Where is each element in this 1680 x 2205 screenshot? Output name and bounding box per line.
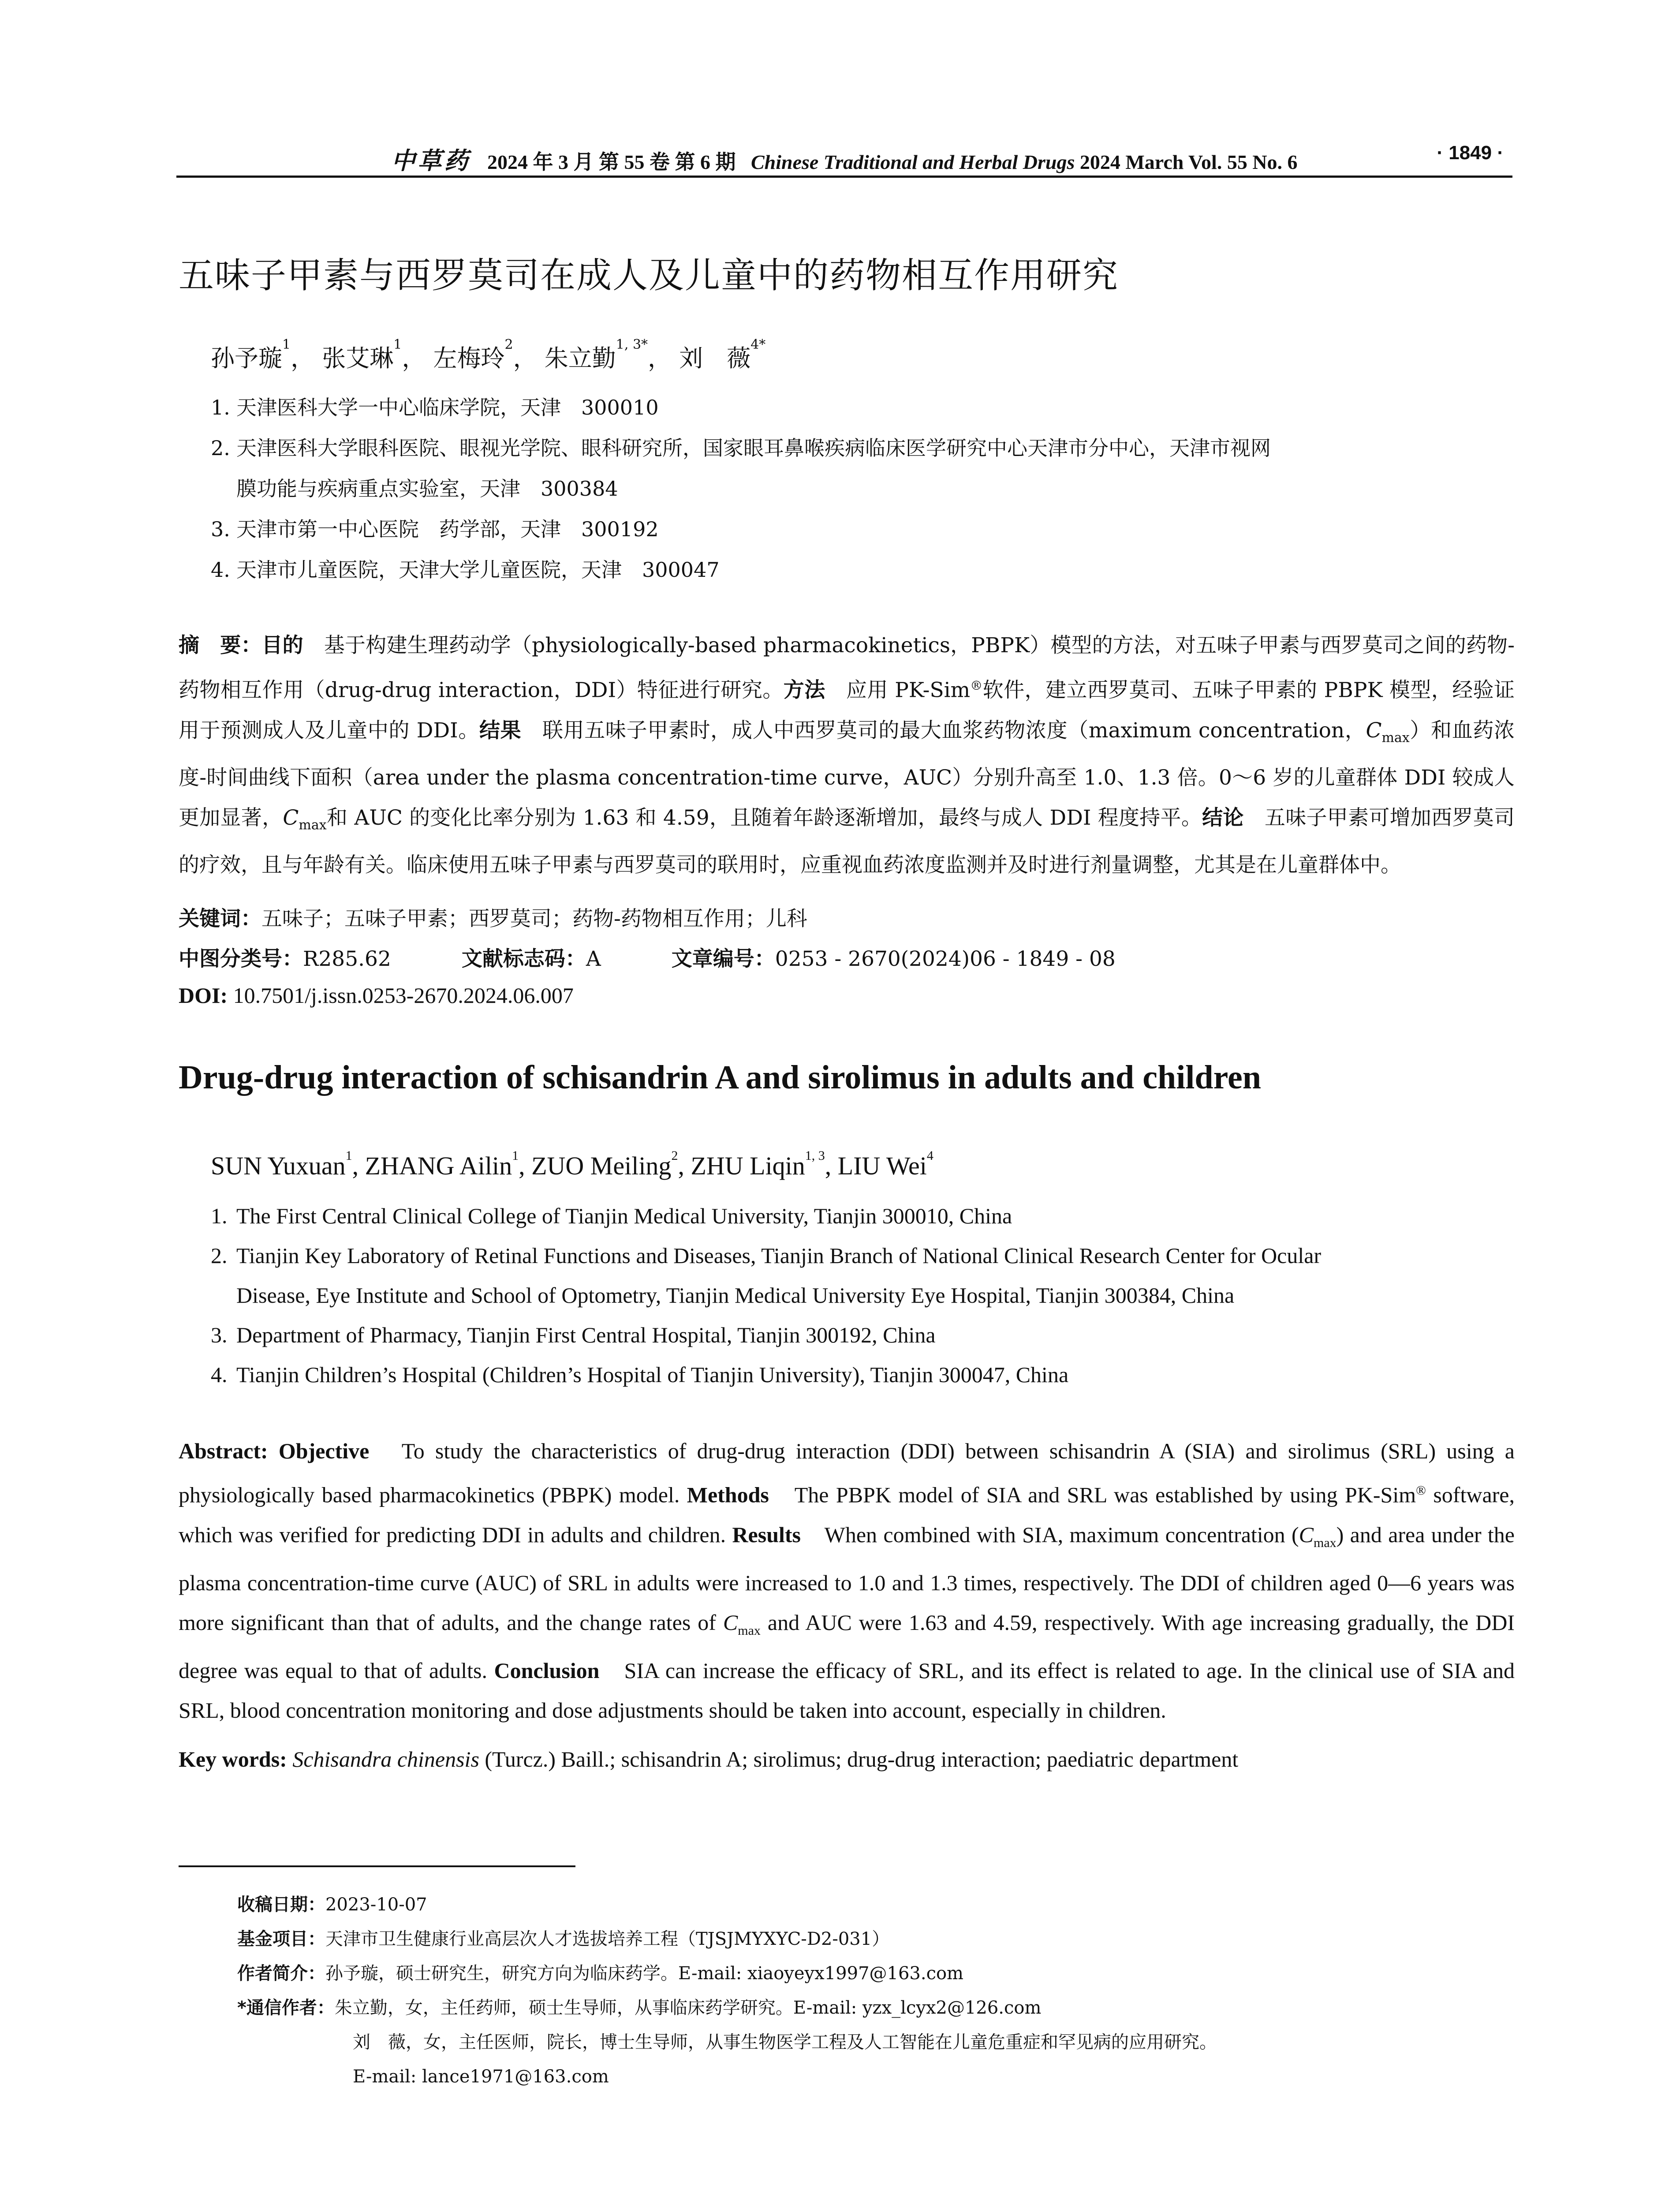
footnote-corresponding: *通信作者：朱立勤，女，主任药师，硕士生导师，从事临床药学研究。E-mail: yzx_lcyx2@126.com: [237, 1998, 1042, 2018]
classification-line: 中图分类号：R285.62 文献标志码：A 文章编号：0253 - 2670(2024)06 - 1849 - 08: [179, 947, 1116, 971]
journal-en-info: 2024 March Vol. 55 No. 6: [1079, 151, 1298, 173]
footnote-fund: 基金项目：天津市卫生健康行业高层次人才选拔培养工程（TJSJMYXYC-D2-031）: [237, 1929, 890, 1949]
cn-keywords: 关键词：五味子；五味子甲素；西罗莫司；药物-药物相互作用；儿科: [179, 907, 807, 931]
author: ZHU Liqin$^{1, 3}$,: [691, 1148, 838, 1180]
doi-value: 10.7501/j.issn.0253-2670.2024.06.007: [233, 983, 574, 1008]
affiliation-item: 2. 天津医科大学眼科医院、眼视光学院、眼科研究所，国家眼耳鼻喉疾病临床医学研究中心天津市分中心，天津市视网 膜功能与疾病重点实验室，天津 300384: [211, 436, 1271, 501]
author: 孙予璇$^1$，: [211, 337, 315, 372]
cn-author-list: [211, 337, 766, 374]
affiliation-item: 1. 天津医科大学一中心临床学院，天津 300010: [211, 396, 659, 419]
page-number: · 1849 ·: [1437, 142, 1504, 164]
author: 左梅玲$^2$，: [433, 337, 537, 372]
footnote-bio: 作者简介：孙予璇，硕士研究生，研究方向为临床药学。E-mail: xiaoyeyx1997@163.com: [237, 1963, 963, 1984]
footnote-divider: [179, 1865, 575, 1867]
journal-info: [176, 142, 1512, 176]
affiliation-item: 4. 天津市儿童医院，天津大学儿童医院，天津 300047: [211, 558, 720, 582]
en-title: Drug-drug interaction of schisandrin A and sirolimus in adults and children: [179, 1059, 1262, 1096]
author: 刘 薇$^{4*}$: [679, 337, 766, 372]
en-abstract: Abstract: Objective To study the characteristics of drug-drug interaction (DDI) between schisandrin A (SIA) and sirolimus (SRL) using a physiologically based pharmacokinetics (PBPK) model. Methods The PBPK model of SIA and SRL was established by using PK-Sim® software, which was verified for predicting DDI in adults and children. Results When combined with SIA, maximum concentration $(C_{max})$ and area under the plasma concentration-time curve (AUC) of SRL in adults were increased to 1.0 and 1.3 times, respectively. The DDI of children aged 0—6 years was more significant than that of adults, and the change rates of $C_{max}$ and AUC were 1.63 and 4.59, respectively. With age increasing gradually, the DDI degree was equal to that of adults. Conclusion SIA can increase the efficacy of SRL, and its effect is related to age. In the clinical use of SIA and SRL, blood concentration monitoring and dose adjustments should be taken into account, especially in children.: [179, 1439, 1515, 1723]
author: SUN Yuxuan$^1$,: [211, 1148, 365, 1180]
journal-logo: 中草药: [391, 146, 471, 175]
footnote-corresponding-2: 刘 薇，女，主任医师，院长，博士生导师，从事生物医学工程及人工智能在儿童危重症和罕见病的应用研究。: [353, 2032, 1217, 2052]
footnote-received: 收稿日期：2023-10-07: [237, 1895, 427, 1915]
en-author-list: [211, 1148, 933, 1181]
author: LIU Wei$^4$: [837, 1148, 933, 1180]
en-affiliations: [211, 1196, 1516, 1394]
author: 张艾琳$^1$，: [322, 337, 426, 372]
affiliation-item: 3. Department of Pharmacy, Tianjin First Central Hospital, Tianjin 300192, China: [211, 1323, 936, 1347]
affiliation-item: 2. Tianjin Key Laboratory of Retinal Functions and Diseases, Tianjin Branch of National Clinical Research Center for Ocular Disease, Eye Institute and School of Optometry, Tianjin Medical University Eye Hospital, Tianjin 300384, China: [211, 1243, 1322, 1308]
author: 朱立勤$^{1, 3*}$，: [544, 337, 672, 372]
en-keywords: Key words: Schisandra chinensis (Turcz.) Baill.; schisandrin A; sirolimus; drug-drug interaction; paediatric department: [179, 1747, 1239, 1771]
running-header: [176, 140, 1512, 178]
journal-cn-info: 2024 年 3 月 第 55 卷 第 6 期: [487, 151, 736, 173]
author: ZHANG Ailin$^1$,: [365, 1148, 532, 1180]
footnotes: [237, 1887, 1516, 2094]
cn-affiliations: [211, 387, 1516, 590]
cn-title: 五味子甲素与西罗莫司在成人及儿童中的药物相互作用研究: [179, 255, 1119, 296]
doi: DOI: 10.7501/j.issn.0253-2670.2024.06.007: [179, 983, 574, 1008]
cn-abstract: 摘 要：目的 基于构建生理药动学（physiologically-based pharmacokinetics，PBPK）模型的方法，对五味子甲素与西罗莫司之间的药物-药物相互作用（drug-drug interaction，DDI）特征进行研究。方法 应用 PK-Sim®软件，建立西罗莫司、五味子甲素的 PBPK 模型，经验证用于预测成人及儿童中的 DDI。结果 联用五味子甲素时，成人中西罗莫司的最大血浆药物浓度（maximum concentration，$C_{max}$）和血药浓度-时间曲线下面积（area under the plasma concentration-time curve，AUC）分别升高至 1.0、1.3 倍。0～6 岁的儿童群体 DDI 较成人更加显著，$C_{max}$和 AUC 的变化比率分别为 1.63 和 4.59，且随着年龄逐渐增加，最终与成人 DDI 程度持平。结论 五味子甲素可增加西罗莫司的疗效，且与年龄有关。临床使用五味子甲素与西罗莫司的联用时，应重视血药浓度监测并及时进行剂量调整，尤其是在儿童群体中。: [179, 633, 1515, 878]
affiliation-item: 3. 天津市第一中心医院 药学部，天津 300192: [211, 517, 659, 541]
footnote-corresponding-email: E-mail: lance1971@163.com: [353, 2067, 609, 2087]
affiliation-item: 4. Tianjin Children’s Hospital (Children’s Hospital of Tianjin University), Tianjin 300047, China: [211, 1362, 1069, 1387]
affiliation-item: 1. The First Central Clinical College of Tianjin Medical University, Tianjin 300010, China: [211, 1203, 1012, 1228]
author: ZUO Meiling$^2$,: [531, 1148, 691, 1180]
journal-en-name: Chinese Traditional and Herbal Drugs: [750, 151, 1075, 173]
